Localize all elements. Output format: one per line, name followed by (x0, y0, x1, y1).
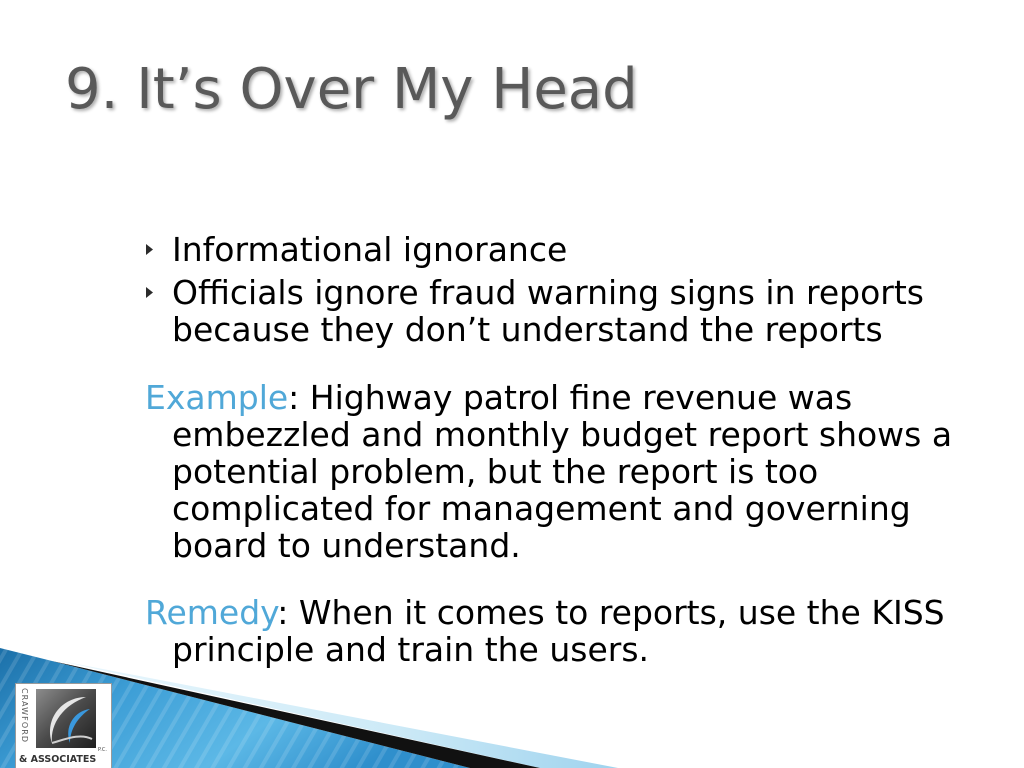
triangle-right-icon (146, 287, 153, 298)
remedy-text: : When it comes to reports, use the KISS (277, 593, 945, 632)
example-text: complicated for management and governing (172, 489, 911, 528)
bullet-item (145, 231, 567, 268)
bullet-text: because they don’t understand the reports (172, 310, 883, 349)
example-paragraph (145, 379, 952, 564)
example-text: embezzled and monthly budget report shows a (172, 415, 953, 454)
stylized-c-swoosh-icon (36, 689, 96, 748)
bullet-text: Officials ignore fraud warning signs in reports (172, 273, 924, 312)
example-text: : Highway patrol fine revenue was (288, 378, 853, 417)
remedy-label: Remedy (145, 593, 278, 632)
triangle-right-icon (146, 244, 153, 255)
logo-name-vertical: CRAWFORD (20, 688, 29, 744)
bullet-text: Informational ignorance (172, 230, 568, 269)
example-text: board to understand. (172, 526, 521, 565)
logo-suffix: P.C. (98, 747, 107, 753)
example-first-line (145, 379, 952, 416)
logo-name-bottom: & ASSOCIATES (19, 754, 97, 765)
remedy-text: principle and train the users. (172, 630, 650, 669)
example-text: potential problem, but the report is too (172, 452, 819, 491)
example-label: Example (145, 378, 289, 417)
slide-title: 9. It’s Over My Head (65, 57, 638, 122)
company-logo (15, 683, 112, 768)
bullet-item (145, 274, 924, 348)
